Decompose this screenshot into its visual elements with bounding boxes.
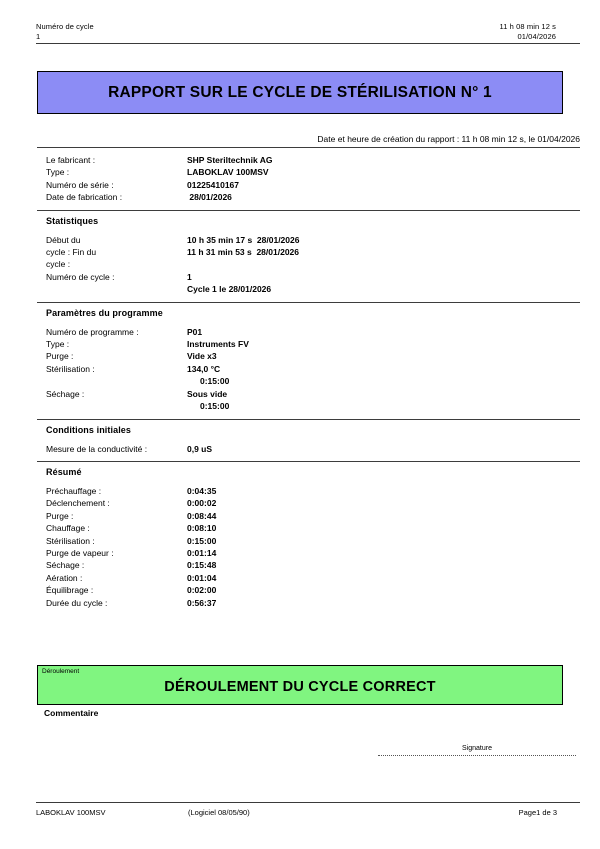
header-time: 11 h 08 min 12 s xyxy=(499,22,556,31)
row-value: 11 h 31 min 53 s 28/01/2026 xyxy=(187,247,299,258)
table-row xyxy=(46,271,580,283)
header-divider xyxy=(36,43,580,44)
row-label: Numéro de programme : xyxy=(46,326,139,337)
cycle-result-banner xyxy=(37,665,563,705)
row-value: Cycle 1 le 28/01/2026 xyxy=(187,284,272,295)
table-row xyxy=(46,350,580,362)
row-value: 0:15:48 xyxy=(187,560,217,571)
statistics-rows xyxy=(37,230,580,302)
row-label: Déclenchement : xyxy=(46,498,110,509)
row-label: Numéro de cycle : xyxy=(46,271,115,282)
table-row xyxy=(46,388,580,400)
comment-label: Commentaire xyxy=(44,708,99,718)
row-label: Type : xyxy=(46,339,70,350)
table-row xyxy=(46,283,580,295)
row-label: Numéro de série : xyxy=(46,179,114,190)
table-row xyxy=(46,326,580,338)
table-row xyxy=(46,191,580,203)
table-row xyxy=(46,154,580,166)
summary-rows xyxy=(37,481,580,615)
row-value: P01 xyxy=(187,326,203,337)
row-value: LABOKLAV 100MSV xyxy=(187,167,269,178)
section-manufacturer xyxy=(37,147,580,210)
row-label: Durée du cycle : xyxy=(46,597,108,608)
header-cycle-label: Numéro de cycle xyxy=(36,22,94,31)
table-row xyxy=(46,363,580,375)
footer-page-number: Page1 de 3 xyxy=(518,808,557,817)
cycle-result-text: DÉROULEMENT DU CYCLE CORRECT xyxy=(164,679,436,695)
row-value: 0:01:04 xyxy=(187,572,217,583)
program-parameters-title: Paramètres du programme xyxy=(46,307,163,318)
header-cycle-value: 1 xyxy=(36,32,41,41)
report-creation-line: Date et heure de création du rapport : 11 h 08 min 12 s, le 01/04/2026 xyxy=(317,134,580,144)
table-row xyxy=(46,400,580,412)
table-row xyxy=(46,584,580,596)
footer-device-name: LABOKLAV 100MSV xyxy=(36,808,106,817)
row-label: Le fabricant : xyxy=(46,155,96,165)
report-title: RAPPORT SUR LE CYCLE DE STÉRILISATION N° 1 xyxy=(108,83,492,101)
table-row xyxy=(46,547,580,559)
row-label: Préchauffage : xyxy=(46,485,102,496)
document-footer xyxy=(36,802,580,822)
table-row xyxy=(46,338,580,350)
document-header xyxy=(36,22,580,48)
row-value: SHP Steriltechnik AG xyxy=(187,155,273,165)
table-row xyxy=(46,597,580,609)
summary-title: Résumé xyxy=(46,466,82,477)
table-row xyxy=(46,559,580,571)
footer-software-version: (Logiciel 08/05/90) xyxy=(188,808,250,817)
row-value: 0:08:44 xyxy=(187,510,217,521)
signature-line[interactable] xyxy=(378,755,576,756)
row-value: 134,0 °C xyxy=(187,363,221,374)
row-value: 0:15:00 xyxy=(200,401,230,412)
row-value: 1 xyxy=(187,271,192,282)
row-value: 10 h 35 min 17 s 28/01/2026 xyxy=(187,234,300,245)
row-value: Vide x3 xyxy=(187,351,217,362)
row-label: cycle : Fin du xyxy=(46,247,97,258)
table-row xyxy=(46,166,580,178)
row-label: Stérilisation : xyxy=(46,535,95,546)
signature-block xyxy=(378,744,576,756)
row-label: Début du xyxy=(46,234,81,245)
row-label: Purge de vapeur : xyxy=(46,547,114,558)
row-value: 0:15:00 xyxy=(187,535,217,546)
section-statistics xyxy=(37,210,580,302)
signature-label: Signature xyxy=(462,745,492,752)
table-row xyxy=(46,258,580,270)
row-value: 0:56:37 xyxy=(187,597,217,608)
result-banner-label: Déroulement xyxy=(42,668,80,675)
footer-divider xyxy=(36,802,580,803)
row-label: Purge : xyxy=(46,510,74,521)
header-date: 01/04/2026 xyxy=(517,32,556,41)
row-label: Aération : xyxy=(46,572,83,583)
table-row xyxy=(46,234,580,246)
row-value: 0,9 uS xyxy=(187,443,213,454)
table-row xyxy=(46,510,580,522)
row-value: 0:01:14 xyxy=(187,547,217,558)
row-value: 0:08:10 xyxy=(187,523,217,534)
table-row xyxy=(46,246,580,258)
initial-conditions-rows xyxy=(37,439,580,461)
initial-conditions-title: Conditions initiales xyxy=(46,424,132,435)
table-row xyxy=(46,522,580,534)
row-value: 0:04:35 xyxy=(187,485,217,496)
header-timestamp xyxy=(500,22,557,42)
row-value: 0:02:00 xyxy=(187,585,217,596)
manufacturer-rows xyxy=(37,148,580,210)
row-value: 0:00:02 xyxy=(187,498,217,509)
row-label: Purge : xyxy=(46,351,74,362)
table-row xyxy=(46,179,580,191)
report-title-banner xyxy=(37,71,563,114)
row-label: Stérilisation : xyxy=(46,363,95,374)
row-value: Sous vide xyxy=(187,388,228,399)
statistics-title: Statistiques xyxy=(46,215,99,226)
row-label: Mesure de la conductivité : xyxy=(46,443,148,454)
row-label: Séchage : xyxy=(46,560,85,571)
row-label: cycle : xyxy=(46,259,71,270)
row-label: Chauffage : xyxy=(46,523,90,534)
table-row xyxy=(46,375,580,387)
row-label: Type : xyxy=(46,167,70,178)
program-parameters-rows xyxy=(37,322,580,419)
header-cycle-number xyxy=(36,22,94,42)
row-value: 28/01/2026 xyxy=(187,192,232,203)
table-row xyxy=(46,485,580,497)
section-program-parameters xyxy=(37,302,580,419)
table-row xyxy=(46,535,580,547)
section-initial-conditions xyxy=(37,419,580,461)
row-value: 01225410167 xyxy=(187,179,240,190)
row-value: Instruments FV xyxy=(187,339,249,350)
section-summary xyxy=(37,461,580,615)
row-label: Équilibrage : xyxy=(46,585,94,596)
row-label: Date de fabrication : xyxy=(46,192,123,203)
row-value: 0:15:00 xyxy=(200,376,230,387)
table-row xyxy=(46,497,580,509)
row-label: Séchage : xyxy=(46,388,85,399)
table-row xyxy=(46,572,580,584)
report-body xyxy=(37,147,580,615)
table-row xyxy=(46,443,580,455)
